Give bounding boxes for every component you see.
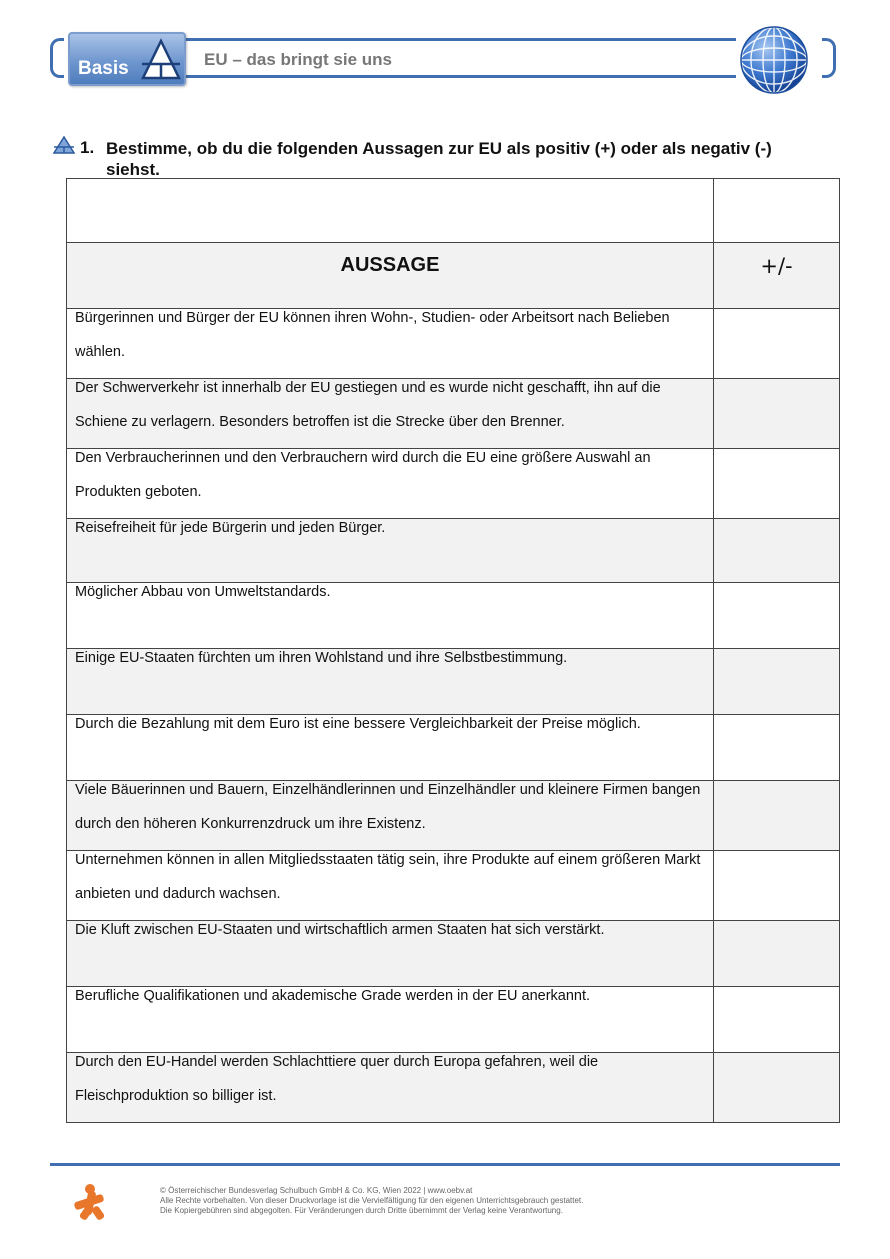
statements-table [66, 178, 840, 1123]
table-row [67, 449, 840, 519]
statement-cell [67, 519, 714, 583]
statement-cell [67, 583, 714, 649]
rating-cell[interactable] [714, 715, 840, 781]
rating-cell[interactable] [714, 449, 840, 519]
table-row [67, 921, 840, 987]
table-row [67, 987, 840, 1053]
footer-rule [50, 1163, 840, 1166]
table-row [67, 519, 840, 583]
statement-cell [67, 309, 714, 379]
page-title: EU – das bringt sie uns [204, 50, 392, 69]
statement-text: Der Schwerverkehr ist innerhalb der EU gestiegen und es wurde nicht geschafft, ihn auf die Schiene zu verlagern. Besonders betroffen ist die Strecke über den Brenner. [75, 380, 661, 430]
statement-text: Die Kluft zwischen EU-Staaten und wirtschaftlich armen Staaten hat sich verstärkt. [75, 922, 605, 938]
statement-text: Berufliche Qualifikationen und akademische Grade werden in der EU anerkannt. [75, 988, 591, 1004]
table-row [67, 309, 840, 379]
blank-cell [67, 179, 714, 243]
statement-text: Durch die Bezahlung mit dem Euro ist eine bessere Vergleichbarkeit der Preise möglich. [75, 716, 641, 732]
statement-cell [67, 987, 714, 1053]
rating-cell[interactable] [714, 519, 840, 583]
basis-logo [68, 32, 186, 86]
table-row [67, 1053, 840, 1123]
table-row [67, 649, 840, 715]
statement-text: Viele Bäuerinnen und Bauern, Einzelhändlerinnen und Einzelhändler und kleinere Firmen bangen durch den höheren Konkurrenzdruck um ihre Existenz. [75, 782, 701, 832]
rating-cell[interactable] [714, 583, 840, 649]
statement-cell [67, 1053, 714, 1123]
table-row [67, 715, 840, 781]
statement-text: Möglicher Abbau von Umweltstandards. [75, 584, 331, 600]
statement-text: Durch den EU-Handel werden Schlachttiere quer durch Europa gefahren, weil die Fleischproduktion so billiger ist. [75, 1054, 599, 1104]
header-bracket-right [822, 38, 836, 78]
table-header-row [67, 243, 840, 309]
footer-line-3: Die Kopiergebühren sind abgegolten. Für Veränderungen durch Dritte übernimmt der Verlag keine Verantwortung. [160, 1206, 563, 1215]
globe-icon [738, 24, 810, 96]
rating-cell[interactable] [714, 309, 840, 379]
rating-cell[interactable] [714, 379, 840, 449]
table-blank-row [67, 179, 840, 243]
basis-logo-label: Basis [78, 58, 129, 79]
statement-text: Den Verbraucherinnen und den Verbrauchern wird durch die EU eine größere Auswahl an Produkten geboten. [75, 450, 651, 500]
task-number: 1. [80, 138, 95, 157]
column-header-statement: AUSSAGE [67, 243, 714, 309]
table-row [67, 583, 840, 649]
statement-cell [67, 649, 714, 715]
statement-cell [67, 921, 714, 987]
publisher-logo-icon [70, 1182, 110, 1222]
table-row [67, 781, 840, 851]
triangle-icon [140, 38, 182, 82]
table-row [67, 851, 840, 921]
rating-cell[interactable] [714, 851, 840, 921]
rating-cell[interactable] [714, 781, 840, 851]
statement-text: Bürgerinnen und Bürger der EU können ihren Wohn-, Studien- oder Arbeitsort nach Belieben wählen. [75, 310, 670, 360]
header-bracket-left [50, 38, 64, 78]
table-row [67, 379, 840, 449]
rating-cell[interactable] [714, 1053, 840, 1123]
statement-text: Reisefreiheit für jede Bürgerin und jeden Bürger. [75, 520, 386, 536]
rating-cell[interactable] [714, 649, 840, 715]
statement-text: Unternehmen können in allen Mitgliedsstaaten tätig sein, ihre Produkte auf einem größeren Markt anbieten und dadurch wachsen. [75, 852, 701, 902]
header-rule-top [186, 38, 736, 41]
footer-line-2: Alle Rechte vorbehalten. Von dieser Druckvorlage ist die Vervielfältigung für den eigenen Unterrichtsgebrauch gestattet. [160, 1196, 584, 1205]
statement-cell [67, 851, 714, 921]
statement-text: Einige EU-Staaten fürchten um ihren Wohlstand und ihre Selbstbestimmung. [75, 650, 568, 666]
basis-level-icon [53, 136, 75, 154]
statement-cell [67, 379, 714, 449]
header-rule-bottom [186, 75, 736, 78]
blank-cell [714, 179, 840, 243]
task-instruction: Bestimme, ob du die folgenden Aussagen zur EU als positiv (+) oder als negativ (-) siehst. [106, 139, 772, 179]
rating-cell[interactable] [714, 987, 840, 1053]
rating-cell[interactable] [714, 921, 840, 987]
column-header-rating: +/- [714, 243, 840, 309]
statement-cell [67, 449, 714, 519]
footer-line-1: © Österreichischer Bundesverlag Schulbuch GmbH & Co. KG, Wien 2022 | www.oebv.at [160, 1186, 473, 1195]
statement-cell [67, 715, 714, 781]
statement-cell [67, 781, 714, 851]
footer-copyright [160, 1186, 780, 1216]
